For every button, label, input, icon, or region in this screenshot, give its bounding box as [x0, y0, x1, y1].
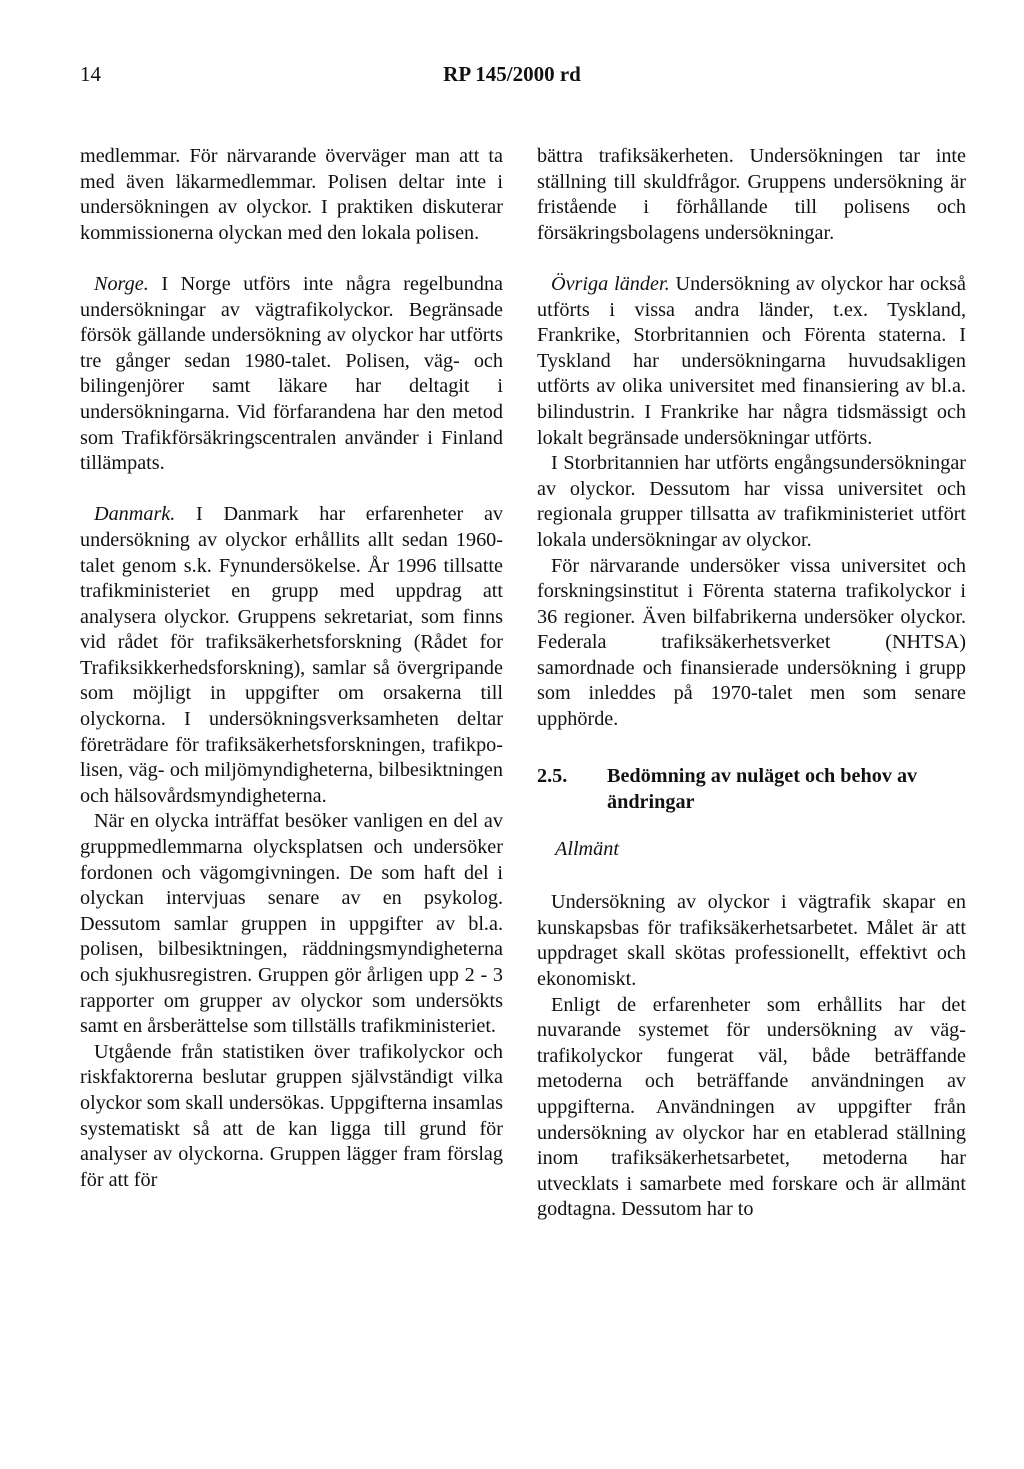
runin-heading-ovriga: Övriga länder. [551, 272, 670, 295]
paragraph-group-procedure: När en olycka inträffat besöker vanligen en del av gruppmedlemmarna olycksplatsen och undersöker fordonen och vägomgivningen. De som haft del i olyckan intervjuas senare av en psykolog. Dessutom samlar gruppen in uppgifter av bl.a. polisen, bilbesiktningen, räddningsmyndigheterna och sjukhusregistren. Gruppen gör årligen upp 2 - 3 rapporter om grupper av olyckor som undersökts samt en årsberättelse som tillställs trafikministeriet. [80, 810, 503, 1038]
paragraph-continuation-right: bättra trafiksäkerheten. Undersökningen tar inte ställning till skuldfrågor. Gruppens undersökning är fristående i förhållande till polisens och försäkringsbolagens undersökningar. [537, 145, 966, 244]
left-column [80, 144, 503, 1193]
paragraph-norge-text: I Norge utförs inte några regelbundna undersökningar av vägtrafikolyckor. Begränsade försök gällande undersökning av olyckor har utförts tre gånger sedan 1980-talet. Polisen, väg- och bilingenjörer samt läkare har deltagit i undersökningarna. Vid förfarandena har den metod som Trafikförsäkringscentralen använder i Finland tillämpats. [80, 272, 504, 475]
runin-heading-norge: Norge. [94, 272, 149, 295]
paragraph-forenta-staterna: För närvarande undersöker vissa universitet och forskningsinstitut i Förenta staterna trafikolyckor i 36 regioner. Även bilfabrikerna undersöker olyckor. Federala trafiksäkerhetsverket (NHTSA) samordnade och finansierade undersökning i grupp som inleddes på 1970-talet men som senare upphörde. [537, 554, 966, 731]
paragraph-storbritannien: I Storbritannien har utförts engångsundersökningar av olyckor. Dessutom har vissa universitet och regionala grupper tillsatta av trafikministeriet utfört lokala undersökningar av olyckor. [537, 452, 966, 551]
section-number: 2.5. [537, 764, 568, 787]
paragraph-ovriga-lander [537, 272, 966, 451]
section-title: Bedömning av nuläget och behov av ändringar [607, 764, 918, 813]
paragraph-danmark [80, 502, 503, 809]
running-title: RP 145/2000 rd [443, 62, 581, 86]
section-heading [537, 763, 966, 815]
right-column [537, 144, 966, 1223]
paragraph-continuation: medlemmar. För närvarande överväger man att ta med även läkarmedlemmar. Polisen deltar inte i undersökningen av olyckor. I praktiken diskuterar kommissionerna olyckan med den lokala polisen. [80, 145, 503, 244]
paragraph-statistics: Utgående från statistiken över trafikolyckor och riskfaktorerna beslutar gruppen självständigt vilka olyckor som skall undersökas. Uppgifterna insamlas systematiskt så att de kan ligga till grund för analyser av olyckorna. Gruppen lägger fram förslag för att för [80, 1040, 503, 1191]
page-header [80, 62, 944, 96]
paragraph-ovriga-text: Undersökning av olyckor har också utförts i vissa andra länder, t.ex. Tyskland, Frankrike, Storbritannien och Förenta staterna. I Tyskland har undersökningarna huvudsakligen utförts av olika universitet med finansiering av bl.a. bilindustrin. I Frankrike har några tidsmässigt och lokalt begränsade undersökningar utförts. [537, 272, 966, 449]
paragraph-norge [80, 272, 503, 477]
paragraph-knowledge-base: Undersökning av olyckor i vägtrafik skapar en kunskapsbas för trafiksäkerhetsarbetet. Målet är att uppdraget skall skötas professionellt, effektivt och ekonomiskt. [537, 891, 966, 991]
paragraph-experience: Enligt de erfarenheter som erhållits har det nuvarande systemet för undersökning av vägtrafikolyckor fungerat väl, både beträffande metoderna och beträffande användningen av uppgifterna. Användningen av uppgifter från undersökning av olyckor har en etablerad ställning inom trafiksäkerhetsarbetet, metoderna har utvecklats i samarbete med forskare och är allmänt godtagna. Dessutom har to [537, 993, 966, 1221]
runin-heading-danmark: Danmark. [94, 503, 176, 526]
subheading-allmant: Allmänt [555, 837, 619, 860]
paragraph-danmark-text: I Danmark har erfarenheter av undersökning av olyckor erhållits allt sedan 1960-talet genom s.k. Fynundersökelse. År 1996 tillsatte trafikministeriet en grupp med uppdrag att analysera olyckor. Gruppens sekretariat, som finns vid rådet för trafiksäkerhetsforskning (Rådet for Trafiksikkerhedsforskning), samlar så övergripande som möjligt in uppgifter om orsakerna till olyckorna. I undersökningsverksamheten deltar företrädare för trafiksäkerhetsforskningen, trafikpolisen, väg- och miljömyndigheterna, bilbesiktningen och hälsovårdsmyndigheterna. [80, 503, 504, 807]
page-number: 14 [80, 62, 101, 86]
